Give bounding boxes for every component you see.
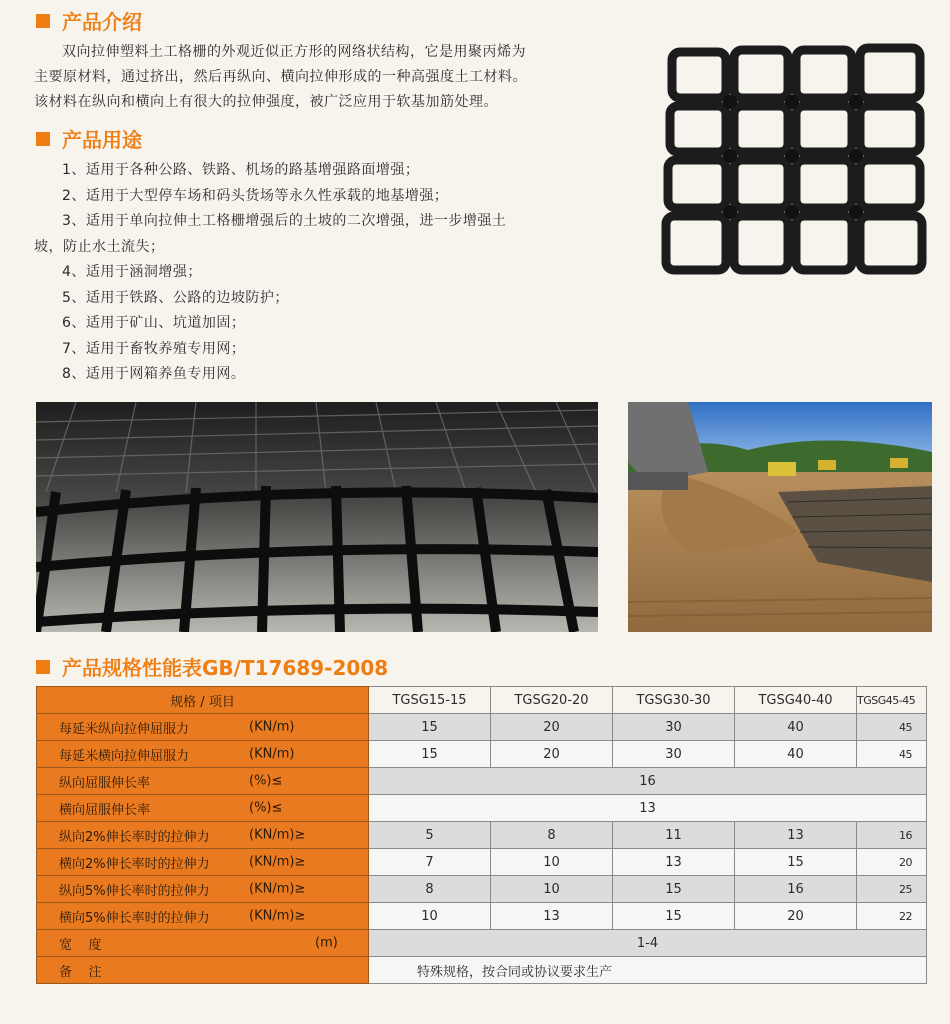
row-unit: (KN/m) [249,746,295,762]
table-row [37,849,927,876]
row-unit: (%)≤ [249,773,283,789]
construction-site-photo [628,402,932,632]
value-cell: 10 [491,849,613,876]
intro-line: 主要原材料，通过挤出，然后再纵向、横向拉伸形成的一种高强度土工材料。 [34,69,527,85]
value-cell: 15 [369,714,491,741]
header-label-cell: 规格 / 项目 [37,687,369,714]
row-label: 纵向屈服伸长率 [59,775,151,791]
bullet-square-icon [36,14,50,28]
row-unit: (KN/m)≥ [249,827,306,843]
uses-list [34,158,594,388]
table-row [37,876,927,903]
row-label-cell [37,795,369,822]
row-label-cell [37,903,369,930]
intro-heading [36,6,142,35]
row-unit: (KN/m)≥ [249,908,306,924]
list-item: 7、适用于畜牧养殖专用网； [62,340,246,357]
table-row [37,822,927,849]
row-label-cell [37,714,369,741]
value-cell: 5 [369,822,491,849]
value-cell: 45 [857,741,927,768]
value-cell: 15 [613,903,735,930]
row-label: 横向屈服伸长率 [59,802,151,818]
header-cell: TGSG45-45 [857,687,927,714]
intro-title: 产品介绍 [62,10,142,34]
list-item: 坡，防止水土流失； [34,238,165,255]
value-cell: 8 [491,822,613,849]
header-cell: TGSG15-15 [369,687,491,714]
row-label-cell [37,876,369,903]
intro-paragraph [34,40,634,115]
value-cell: 25 [857,876,927,903]
table-row [37,930,927,957]
value-cell: 8 [369,876,491,903]
row-label: 横向2%伸长率时的拉伸力 [59,856,210,872]
value-cell: 11 [613,822,735,849]
intro-line: 双向拉伸塑料土工格栅的外观近似正方形的网络状结构，它是用聚丙烯为 [62,44,526,60]
row-label: 每延米横向拉伸屈服力 [59,748,190,764]
row-unit: (KN/m)≥ [249,881,306,897]
value-cell: 22 [857,903,927,930]
value-cell: 40 [735,741,857,768]
row-label-cell [37,768,369,795]
row-label-cell [37,849,369,876]
row-label: 宽 度 [59,937,102,953]
value-cell: 15 [735,849,857,876]
value-cell: 13 [735,822,857,849]
row-label: 横向5%伸长率时的拉伸力 [59,910,210,926]
value-cell: 16 [735,876,857,903]
value-cell: 13 [613,849,735,876]
row-label: 纵向2%伸长率时的拉伸力 [59,829,210,845]
value-cell: 13 [491,903,613,930]
value-cell: 10 [491,876,613,903]
value-cell: 40 [735,714,857,741]
table-row [37,714,927,741]
header-cell: TGSG30-30 [613,687,735,714]
row-label: 每延米纵向拉伸屈服力 [59,721,190,737]
uses-title: 产品用途 [62,128,142,152]
list-item: 4、适用于涵洞增强； [62,264,202,280]
row-label: 纵向5%伸长率时的拉伸力 [59,883,210,899]
value-cell: 15 [369,741,491,768]
table-row [37,795,927,822]
value-cell: 7 [369,849,491,876]
bullet-square-icon [36,660,50,674]
value-cell: 30 [613,714,735,741]
merged-value-cell: 特殊规格，按合同或协议要求生产 [369,957,927,984]
list-item: 3、适用于单向拉伸土工格栅增强后的土坡的二次增强，进一步增强土 [62,213,507,229]
spec-heading [36,652,388,681]
value-cell: 45 [857,714,927,741]
list-item: 5、适用于铁路、公路的边坡防护； [62,289,289,306]
list-item: 8、适用于网箱养鱼专用网。 [62,366,246,382]
list-item: 6、适用于矿山、坑道加固； [62,315,246,331]
geogrid-closeup-photo [36,402,598,632]
intro-line: 该材料在纵向和横向上有很大的拉伸强度，被广泛应用于软基加筋处理。 [34,94,498,110]
row-label-cell [37,930,369,957]
list-item: 1、适用于各种公路、铁路、机场的路基增强路面增强； [62,162,420,178]
table-row [37,768,927,795]
value-cell: 15 [613,876,735,903]
value-cell: 20 [491,741,613,768]
bullet-square-icon [36,132,50,146]
spec-title: 产品规格性能表GB/T17689-2008 [62,656,389,680]
geogrid-product-image [658,40,938,290]
table-row [37,741,927,768]
row-unit: (%)≤ [249,800,283,816]
merged-value-cell: 1-4 [369,930,927,957]
value-cell: 30 [613,741,735,768]
row-label-cell [37,957,369,984]
value-cell: 20 [735,903,857,930]
uses-heading [36,124,142,153]
row-label-cell [37,741,369,768]
row-unit: (KN/m)≥ [249,854,306,870]
header-cell: TGSG20-20 [491,687,613,714]
spec-table [36,686,927,984]
header-cell: TGSG40-40 [735,687,857,714]
table-header-row [37,687,927,714]
row-unit: (KN/m) [249,719,295,735]
value-cell: 16 [857,822,927,849]
merged-value-cell: 13 [369,795,927,822]
row-label: 备 注 [59,964,102,980]
row-label-cell [37,822,369,849]
table-row [37,957,927,984]
merged-value-cell: 16 [369,768,927,795]
table-row [37,903,927,930]
value-cell: 20 [857,849,927,876]
value-cell: 10 [369,903,491,930]
list-item: 2、适用于大型停车场和码头货场等永久性承载的地基增强； [62,187,449,204]
value-cell: 20 [491,714,613,741]
row-unit: (m) [315,935,338,951]
